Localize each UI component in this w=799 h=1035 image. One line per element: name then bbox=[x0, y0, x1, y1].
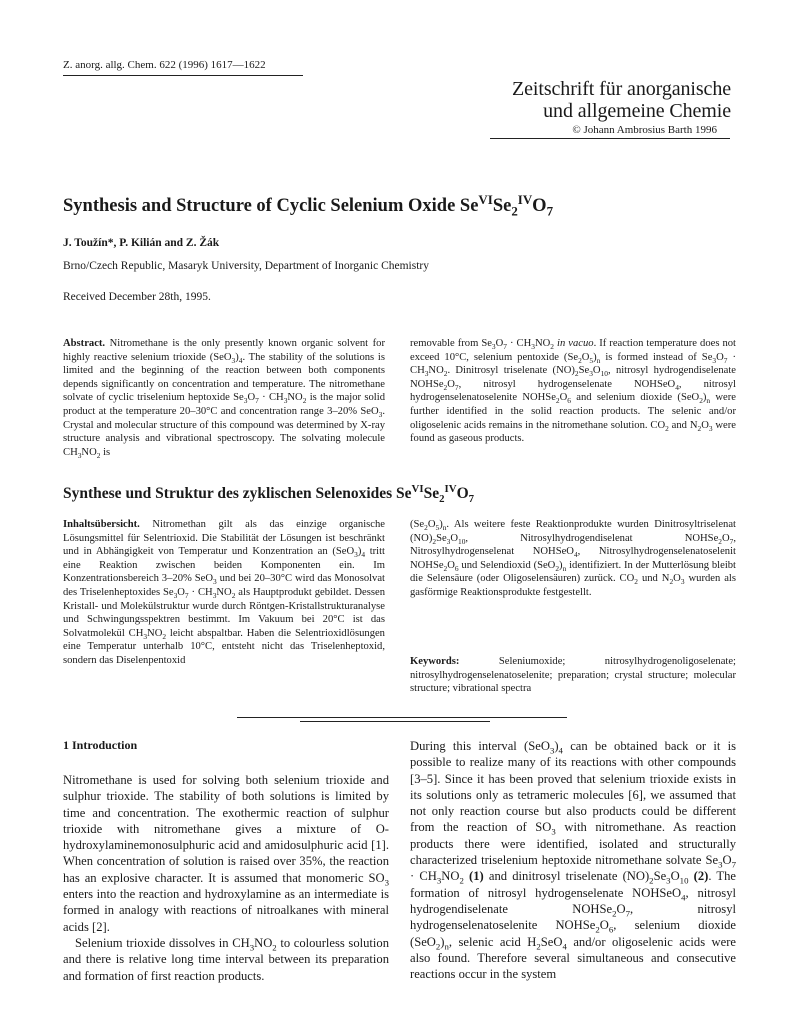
introduction-left-column bbox=[63, 772, 389, 984]
introduction-heading: 1 Introduction bbox=[63, 738, 138, 752]
abstract-text-left: Nitromethane is the only presently known organic solvent for highly reactive selenium trioxide $(SeO_3)_4$. The stability of the solutions is limited and the beginning of the reaction between both components depends significantly on concentration and temperature. The nitromethane solvate of cyclic triselenium heptoxide $Se_3O_7 \cdot CH_3NO_2$ is the major solid product at the temperature 20–30°C and concentration range 3–20% SeO$_3$. Crystal and molecular structure of this compound was determined by X-ray structure analysis and vibrational spectroscopy. The solvating molecule $CH_3NO_2$ is bbox=[63, 338, 385, 460]
german-abstract-label: Inhaltsübersicht. bbox=[63, 519, 140, 530]
introduction-right-column: During this interval $(SeO_3)_4$ can be obtained back or it is possible to realize many of its reactions with other compounds [3–5]. Since it has been proved that selenium trioxide exists in its solutions only as tetrameric molecules [6], we assumed that not only reaction course but also products could be different from the reaction of $SO_3$ with nitromethane. As reaction products there were identified, isolated and structurally characterized triselenium heptoxide nitromethane solvate $Se_3O_7 \cdot CH_3NO_2$ (1) and dinitrosyl triselenate $(NO)_2Se_3O_{10}$ (2). The formation of nitrosyl hydrogenselenate NOHSeO$_4$, nitrosyl hydrogendiselenate $NOHSe_2O_7$, nitrosyl hydrogenselenatoselenite $NOHSe_2O_6$, selenium dioxide $(SeO_2)_n$, selenic acid $H_2SeO_4$ and/or oligoselenic acids were also found. Therefore several simultaneous and consecutive reactions occur in the system bbox=[410, 739, 737, 982]
affiliation: Brno/Czech Republic, Masaryk University, Department of Inorganic Chemistry bbox=[63, 260, 429, 272]
keywords-text: Seleniumoxide; nitrosylhydrogenoligoselenate; nitrosylhydrogenselenatoselenite; preparation; crystal structure; molecular structure; vibrational spectra bbox=[410, 656, 736, 695]
keywords-label: Keywords: bbox=[410, 656, 460, 667]
keywords bbox=[410, 655, 736, 696]
german-title: Synthese und Struktur des zyklischen Selenoxides $Se^{VI}Se_2^{IV}O_7$ bbox=[63, 482, 475, 506]
german-abstract-text-left: Nitromethan gilt als das einzige organische Lösungsmittel für Selentrioxid. Die Stabilität der Lösungen ist beschränkt und in Abhängigkeit von Temperatur und Konzentration an $(SeO_3)_4$ tritt eine Reaktion zwischen beiden Komponenten ein. Im Konzentrationsbereich 3–20% SeO$_3$ und bei 20–30°C wird das Monosolvat des Triselenheptoxides $Se_3O_7 \cdot CH_3NO_2$ als Hauptprodukt gebildet. Dessen Kristall- und Molekülstruktur wurde durch Röntgen-Kristallstrukturanalyse und Schwingungsspektren bestimmt. Im Vakuum bei 20°C ist das Solvatmolekül $CH_3NO_2$ leicht abspaltbar. Haben die Selentrioxidlösungen eine Temperatur unterhalb 10°C, entsteht nicht das Triselenheptoxid, sondern das Diselenpentoxid bbox=[63, 519, 386, 666]
german-abstract-right-column: $(Se_2O_5)_n$. Als weitere feste Reaktionprodukte wurden Dinitrosyltriselenat $(NO)_2Se_3O_{10}$, Nitrosylhydrogendiselenat $NOHSe_2O_7$, Nitrosylhydrogenselenat NOHSeO$_4$, Nitrosylhydrogenselenatoselenit $NOHSe_2O_6$ und Selendioxid $(SeO_2)_n$ identifiziert. In der Mutterlösung bleibt die Selensäure (oder Oligoselensäuren) zurück. $CO_2$ und $N_2O_3$ wurden als gasförmige Reaktionsprodukte festgestellt. bbox=[410, 519, 737, 598]
journal-name-line2: und allgemeine Chemie bbox=[543, 100, 731, 122]
abstract-right-column: removable from $Se_3O_7 \cdot CH_3NO_2$ in vacuo. If reaction temperature does not exceed 10°C, selenium pentoxide $(Se_2O_5)_n$ is formed instead of $Se_3O_7 \cdot CH_3NO_2$. Dinitrosyl triselenate $(NO)_2Se_3O_{10}$, nitrosyl hydrogendiselenate $NOHSe_2O_7$, nitrosyl hydrogenselenate NOHSeO$_4$, nitrosyl hydrogenselenatoselenite $NOHSe_2O_6$ and selenium dioxide $(SeO_2)_n$ were further identified in the solid reaction products. The selenic and/or oligoselenic acids remains in the nitromethane solution. $CO_2$ and $N_2O_3$ were found as gaseous products. bbox=[410, 338, 736, 445]
masthead-rule bbox=[490, 138, 730, 139]
citation-rule bbox=[63, 75, 303, 76]
intro-paragraph-2: Selenium trioxide dissolves in $CH_3NO_2$ to colourless solution and there is relative long time interval between its preparation and formation of first reaction products. bbox=[63, 935, 389, 983]
article-title: Synthesis and Structure of Cyclic Selenium Oxide $Se^{VI}Se_2^{IV}O_7$ bbox=[63, 191, 554, 219]
abstract-label: Abstract. bbox=[63, 338, 106, 349]
journal-name-line1: Zeitschrift für anorganische bbox=[512, 78, 731, 100]
section-divider-short bbox=[300, 721, 490, 722]
journal-masthead bbox=[512, 78, 731, 136]
abstract-left-column bbox=[63, 337, 385, 459]
received-date: Received December 28th, 1995. bbox=[63, 291, 211, 303]
intro-paragraph-1: Nitromethane is used for solving both selenium trioxide and sulphur trioxide. The stability of both solutions is limited by time and concentration. The exothermic reaction of sulphur trioxide with nitromethane gives a mixture of O-hydroxylaminemonosulphuric acid and amidosulphuric acid [1]. When concentration of solution is raised over 35%, the reaction has an explosive character. It is assumed that monomeric $SO_3$ enters into the reaction and hydroxylamine as an intermediate is formed in analogy with reactions of nitroalkanes with mineral acids [2]. bbox=[63, 773, 389, 934]
publisher-copyright: © Johann Ambrosius Barth 1996 bbox=[572, 124, 717, 136]
authors: J. Toužín*, P. Kilián and Z. Žák bbox=[63, 237, 220, 249]
journal-citation: Z. anorg. allg. Chem. 622 (1996) 1617—1622 bbox=[63, 59, 266, 71]
section-divider bbox=[237, 717, 567, 718]
german-abstract-left-column bbox=[63, 518, 385, 668]
